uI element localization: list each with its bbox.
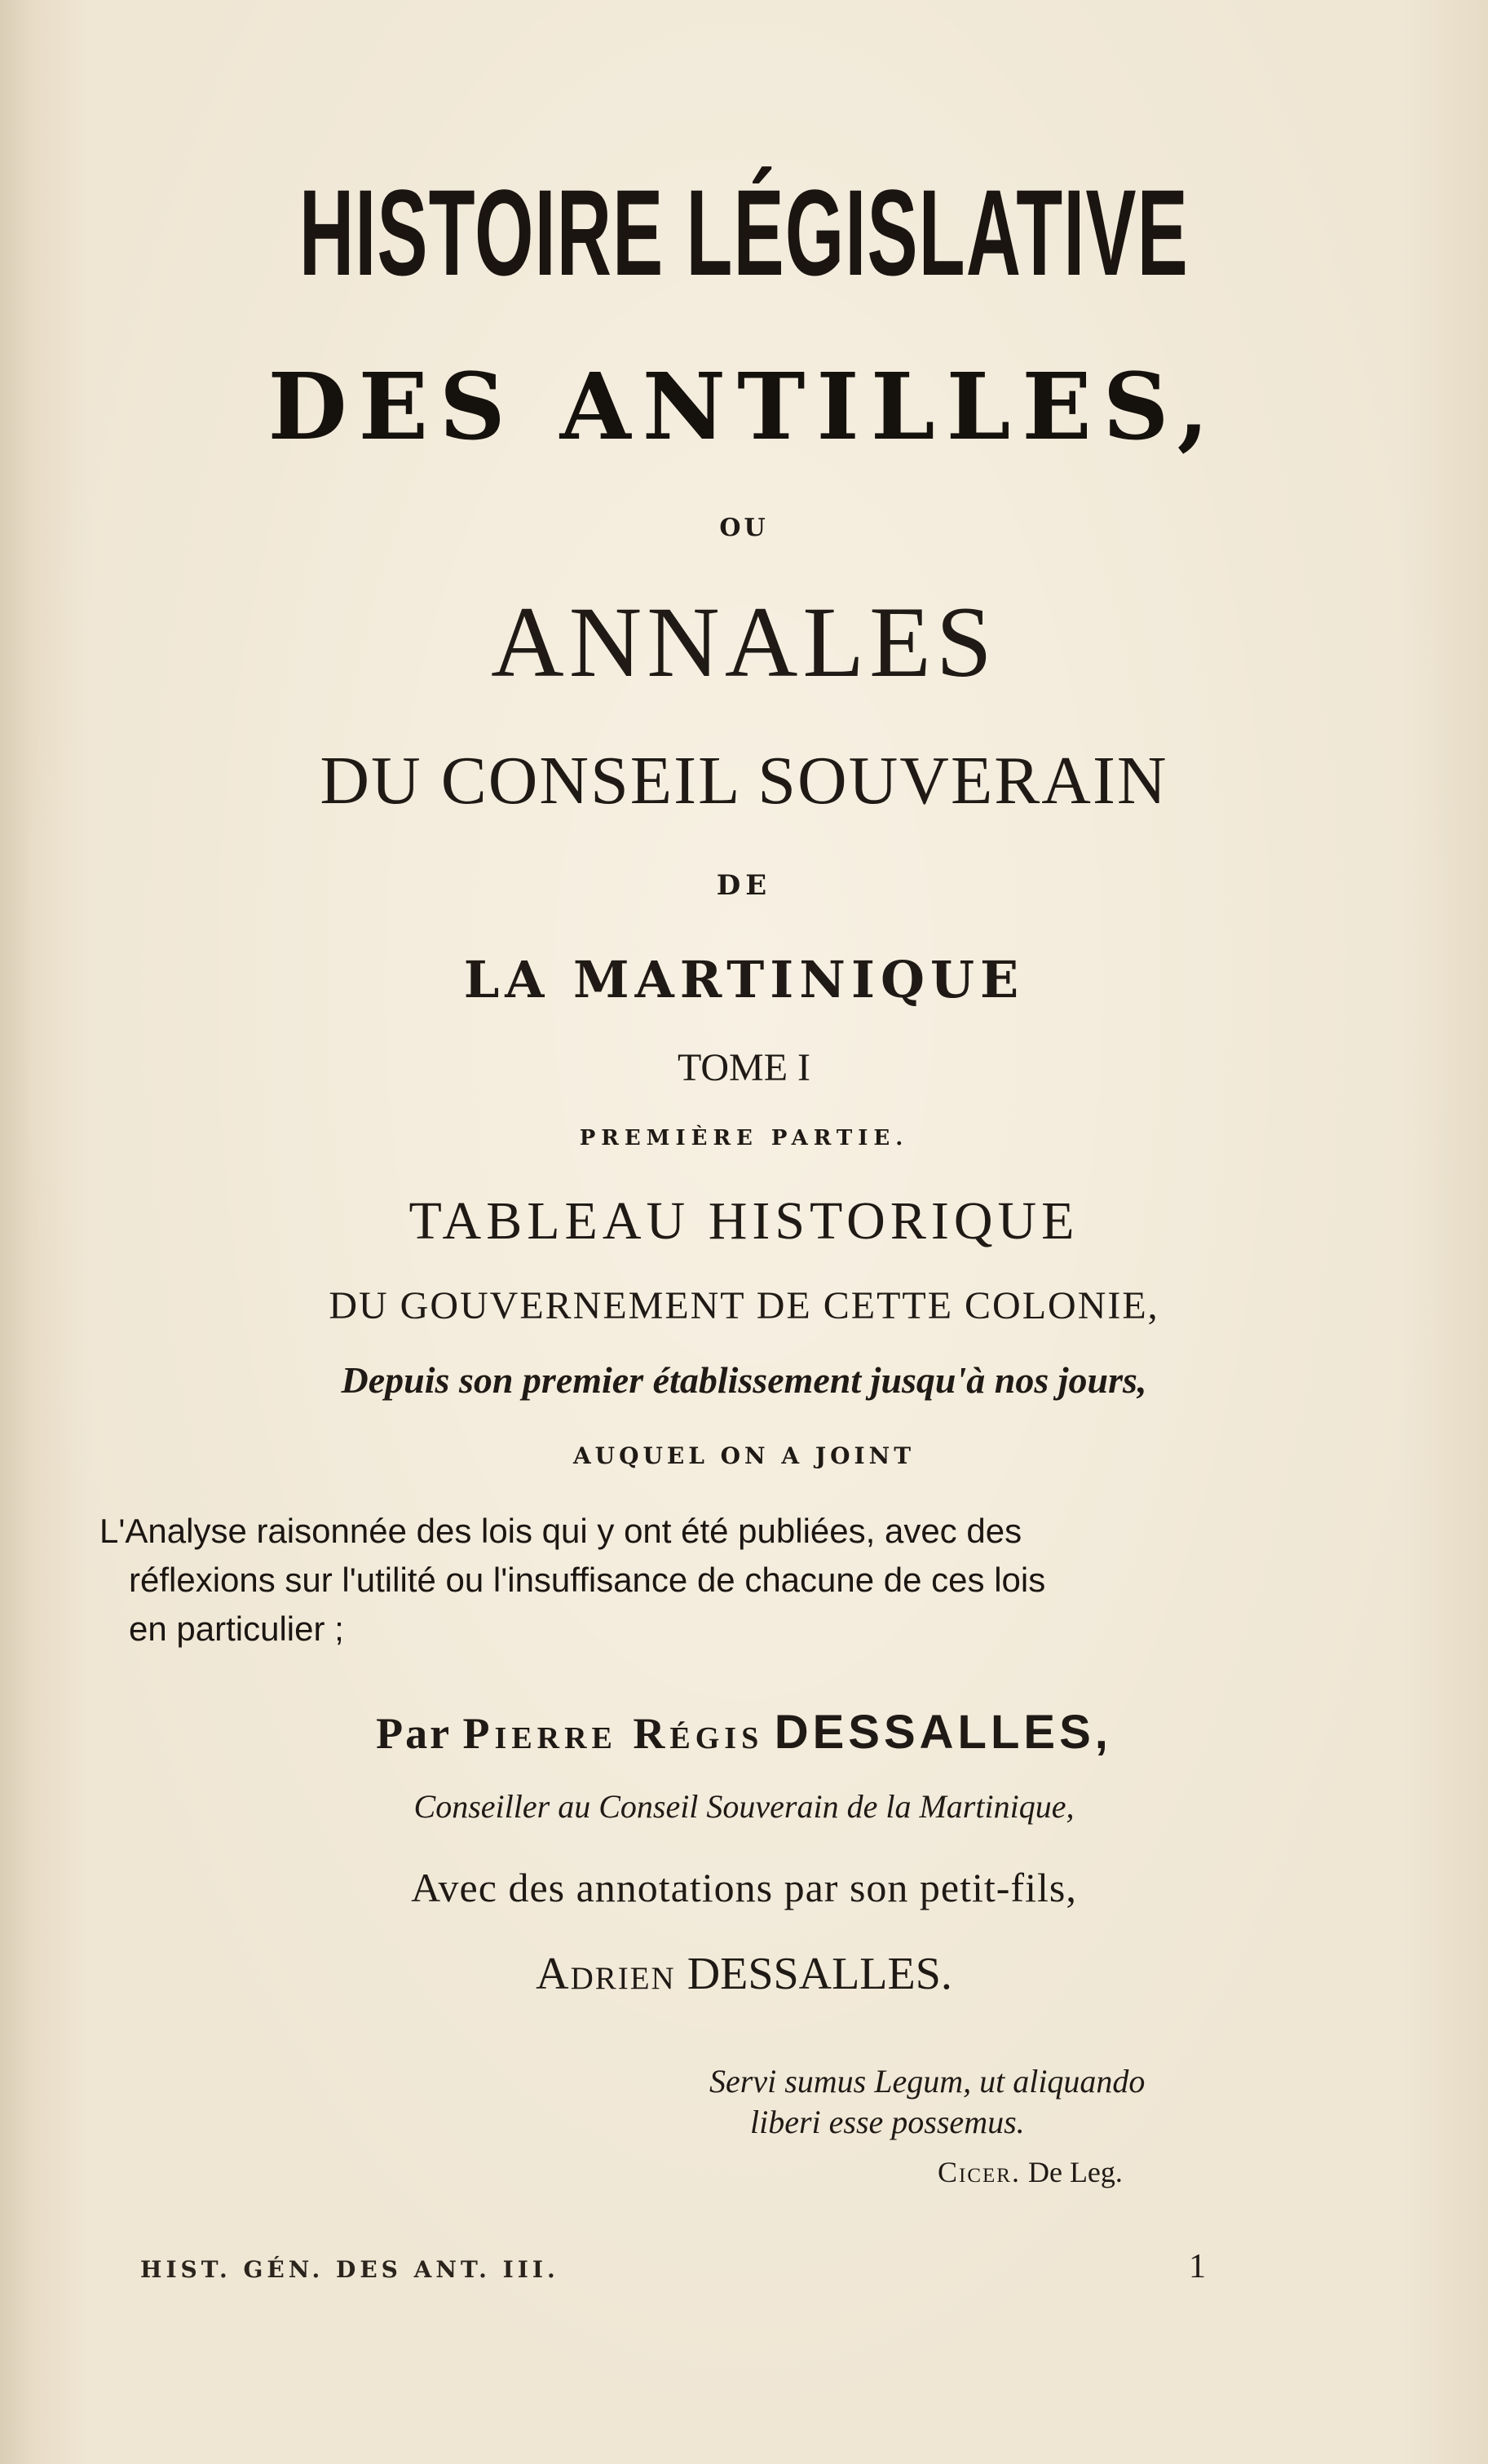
epigraph-line-2: liberi esse possemus. [750, 2104, 1025, 2140]
page-number: 1 [1189, 2248, 1206, 2285]
description-line: L'Analyse raisonnée des lois qui y ont été publiées, avec des [99, 1512, 1022, 1550]
title-de: DE [716, 869, 772, 902]
annotator-intro: Avec des annotations par son petit-fils, [411, 1865, 1077, 1910]
volume-part: PREMIÈRE PARTIE. [579, 1126, 909, 1150]
subtitle-depuis: Depuis son premier établissement jusqu'à nos jours, [341, 1359, 1147, 1401]
description-paragraph [99, 1507, 1300, 1654]
annotator-first-name: Adrien [536, 1949, 676, 1999]
title-annales: ANNALES [491, 586, 997, 698]
epigraph-source-author: Cicer. [938, 2156, 1021, 2188]
title-conseil-souverain: DU CONSEIL SOUVERAIN [320, 743, 1168, 819]
printer-signature: HIST. GÉN. DES ANT. III. [140, 2256, 559, 2283]
title-martinique: LA MARTINIQUE [463, 950, 1025, 1009]
annotator-name [0, 1945, 1488, 2003]
subtitle-gouvernement: DU GOUVERNEMENT DE CETTE COLONIE, [329, 1284, 1159, 1327]
author-first-names: Pierre Régis [462, 1709, 764, 1758]
epigraph-source [938, 2153, 1123, 2192]
author-prefix: Par [376, 1709, 453, 1758]
volume-tome: TOME I [677, 1046, 811, 1089]
title-conjunction: OU [719, 514, 769, 542]
description-line: réflexions sur l'utilité ou l'insuffisance de chacune de ces lois [129, 1561, 1046, 1599]
annotator-surname: DESSALLES. [687, 1949, 952, 1999]
main-title-line-1: HISTOIRE LÉGISLATIVE [299, 164, 1189, 301]
author-line [0, 1704, 1488, 1762]
epigraph-line-1: Servi sumus Legum, ut aliquando [709, 2063, 1146, 2100]
subtitle-auquel: AUQUEL ON A JOINT [572, 1442, 916, 1469]
subtitle-tableau: TABLEAU HISTORIQUE [408, 1191, 1080, 1251]
description-line: en particulier ; [129, 1610, 344, 1648]
author-role: Conseiller au Conseil Souverain de la Martinique, [413, 1788, 1075, 1825]
epigraph-source-work: De Leg. [1027, 2156, 1123, 2188]
main-title-line-2: DES ANTILLES, [267, 354, 1221, 461]
author-surname: DESSALLES, [774, 1706, 1112, 1759]
